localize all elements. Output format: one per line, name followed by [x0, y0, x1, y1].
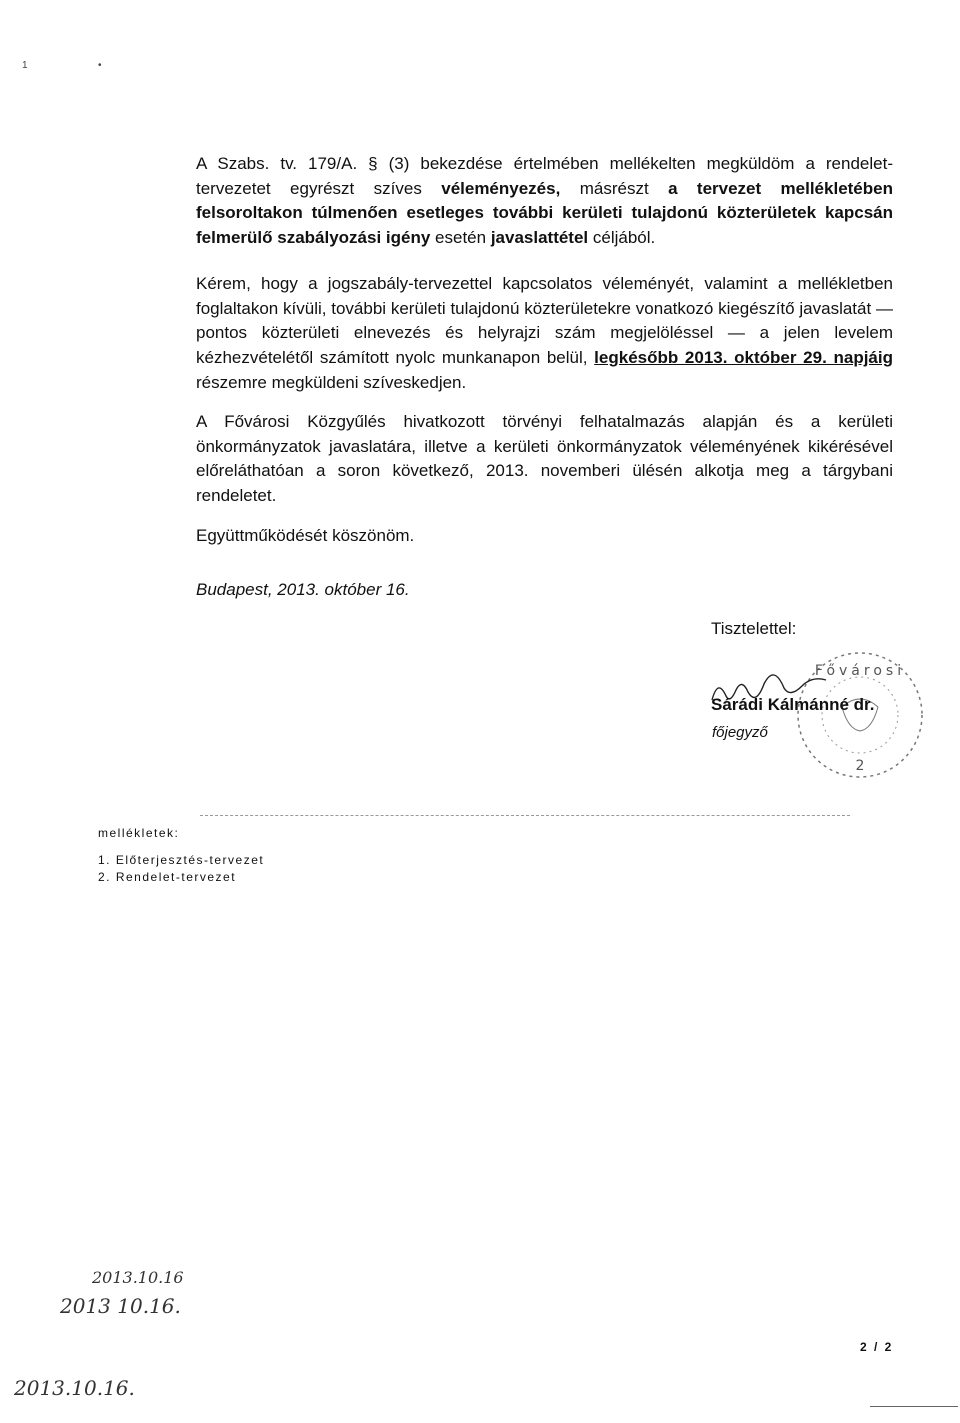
closing-greeting: Tisztelettel: — [711, 619, 797, 638]
corner-mark-left: 1 — [22, 60, 28, 71]
handwritten-note: 2013.10.16. — [14, 1376, 135, 1400]
corner-mark-right: • — [98, 60, 102, 71]
official-stamp — [780, 645, 940, 785]
divider-line — [200, 815, 850, 816]
paragraph-request: A Szabs. tv. 179/A. § (3) bekezdése értelmében mellékelten megküldöm a rendelet-tervezetet egyrészt szíves véleményezés, másrészt a tervezet mellékletében felsoroltakon túlmenően esetleges további kerületi tulajdonú közterületek kapcsán felmerülő szabályozási igény esetén javaslattétel céljából. — [196, 154, 893, 248]
signer-name: Sárádi Kálmánné dr. — [711, 695, 875, 714]
deadline-highlight: legkésőbb 2013. október 29. napjáig — [594, 348, 893, 368]
paragraph-thanks: Együttműködését köszönöm. — [196, 526, 415, 545]
svg-text:2: 2 — [855, 758, 865, 774]
paragraph-assembly: A Fővárosi Közgyűlés hivatkozott törvényi felhatalmazás alapján és a kerületi önkormányzatok javaslatára, illetve a kerületi önkormányzatok véleményének kikérésével előreláthatóan a soron következő, 2013. novemberi ülésén alkotja meg a tárgybani rendeletet. — [196, 412, 893, 506]
date-line: Budapest, 2013. október 16. — [196, 580, 410, 599]
handwritten-note: 2013.10.16 — [92, 1268, 184, 1287]
bottom-rule — [870, 1406, 958, 1407]
paragraph-deadline: Kérem, hogy a jogszabály-tervezettel kapcsolatos véleményét, valamint a mellékletben foglaltakon kívüli, további kerületi tulajdonú közterületekre vonatkozó kiegészítő javaslatát — pontos közterületi elnevezés és helyrajzi szám megjelöléssel — a jelen levelem kézhezvételétől számított nyolc munkanapon belül, legkésőbb 2013. október 29. napjáig részemre megküldeni szíveskedjen. — [196, 274, 893, 392]
attachment-item: 2. Rendelet-tervezet — [98, 870, 237, 884]
svg-text:Fővárosi: Fővárosi — [814, 663, 906, 679]
page-number: 2 / 2 — [860, 1340, 894, 1354]
attachment-item: 1. Előterjesztés-tervezet — [98, 853, 265, 867]
attachments-label: mellékletek: — [98, 826, 180, 840]
handwritten-note: 2013 10.16. — [60, 1294, 181, 1318]
signer-role: főjegyző — [712, 724, 768, 741]
